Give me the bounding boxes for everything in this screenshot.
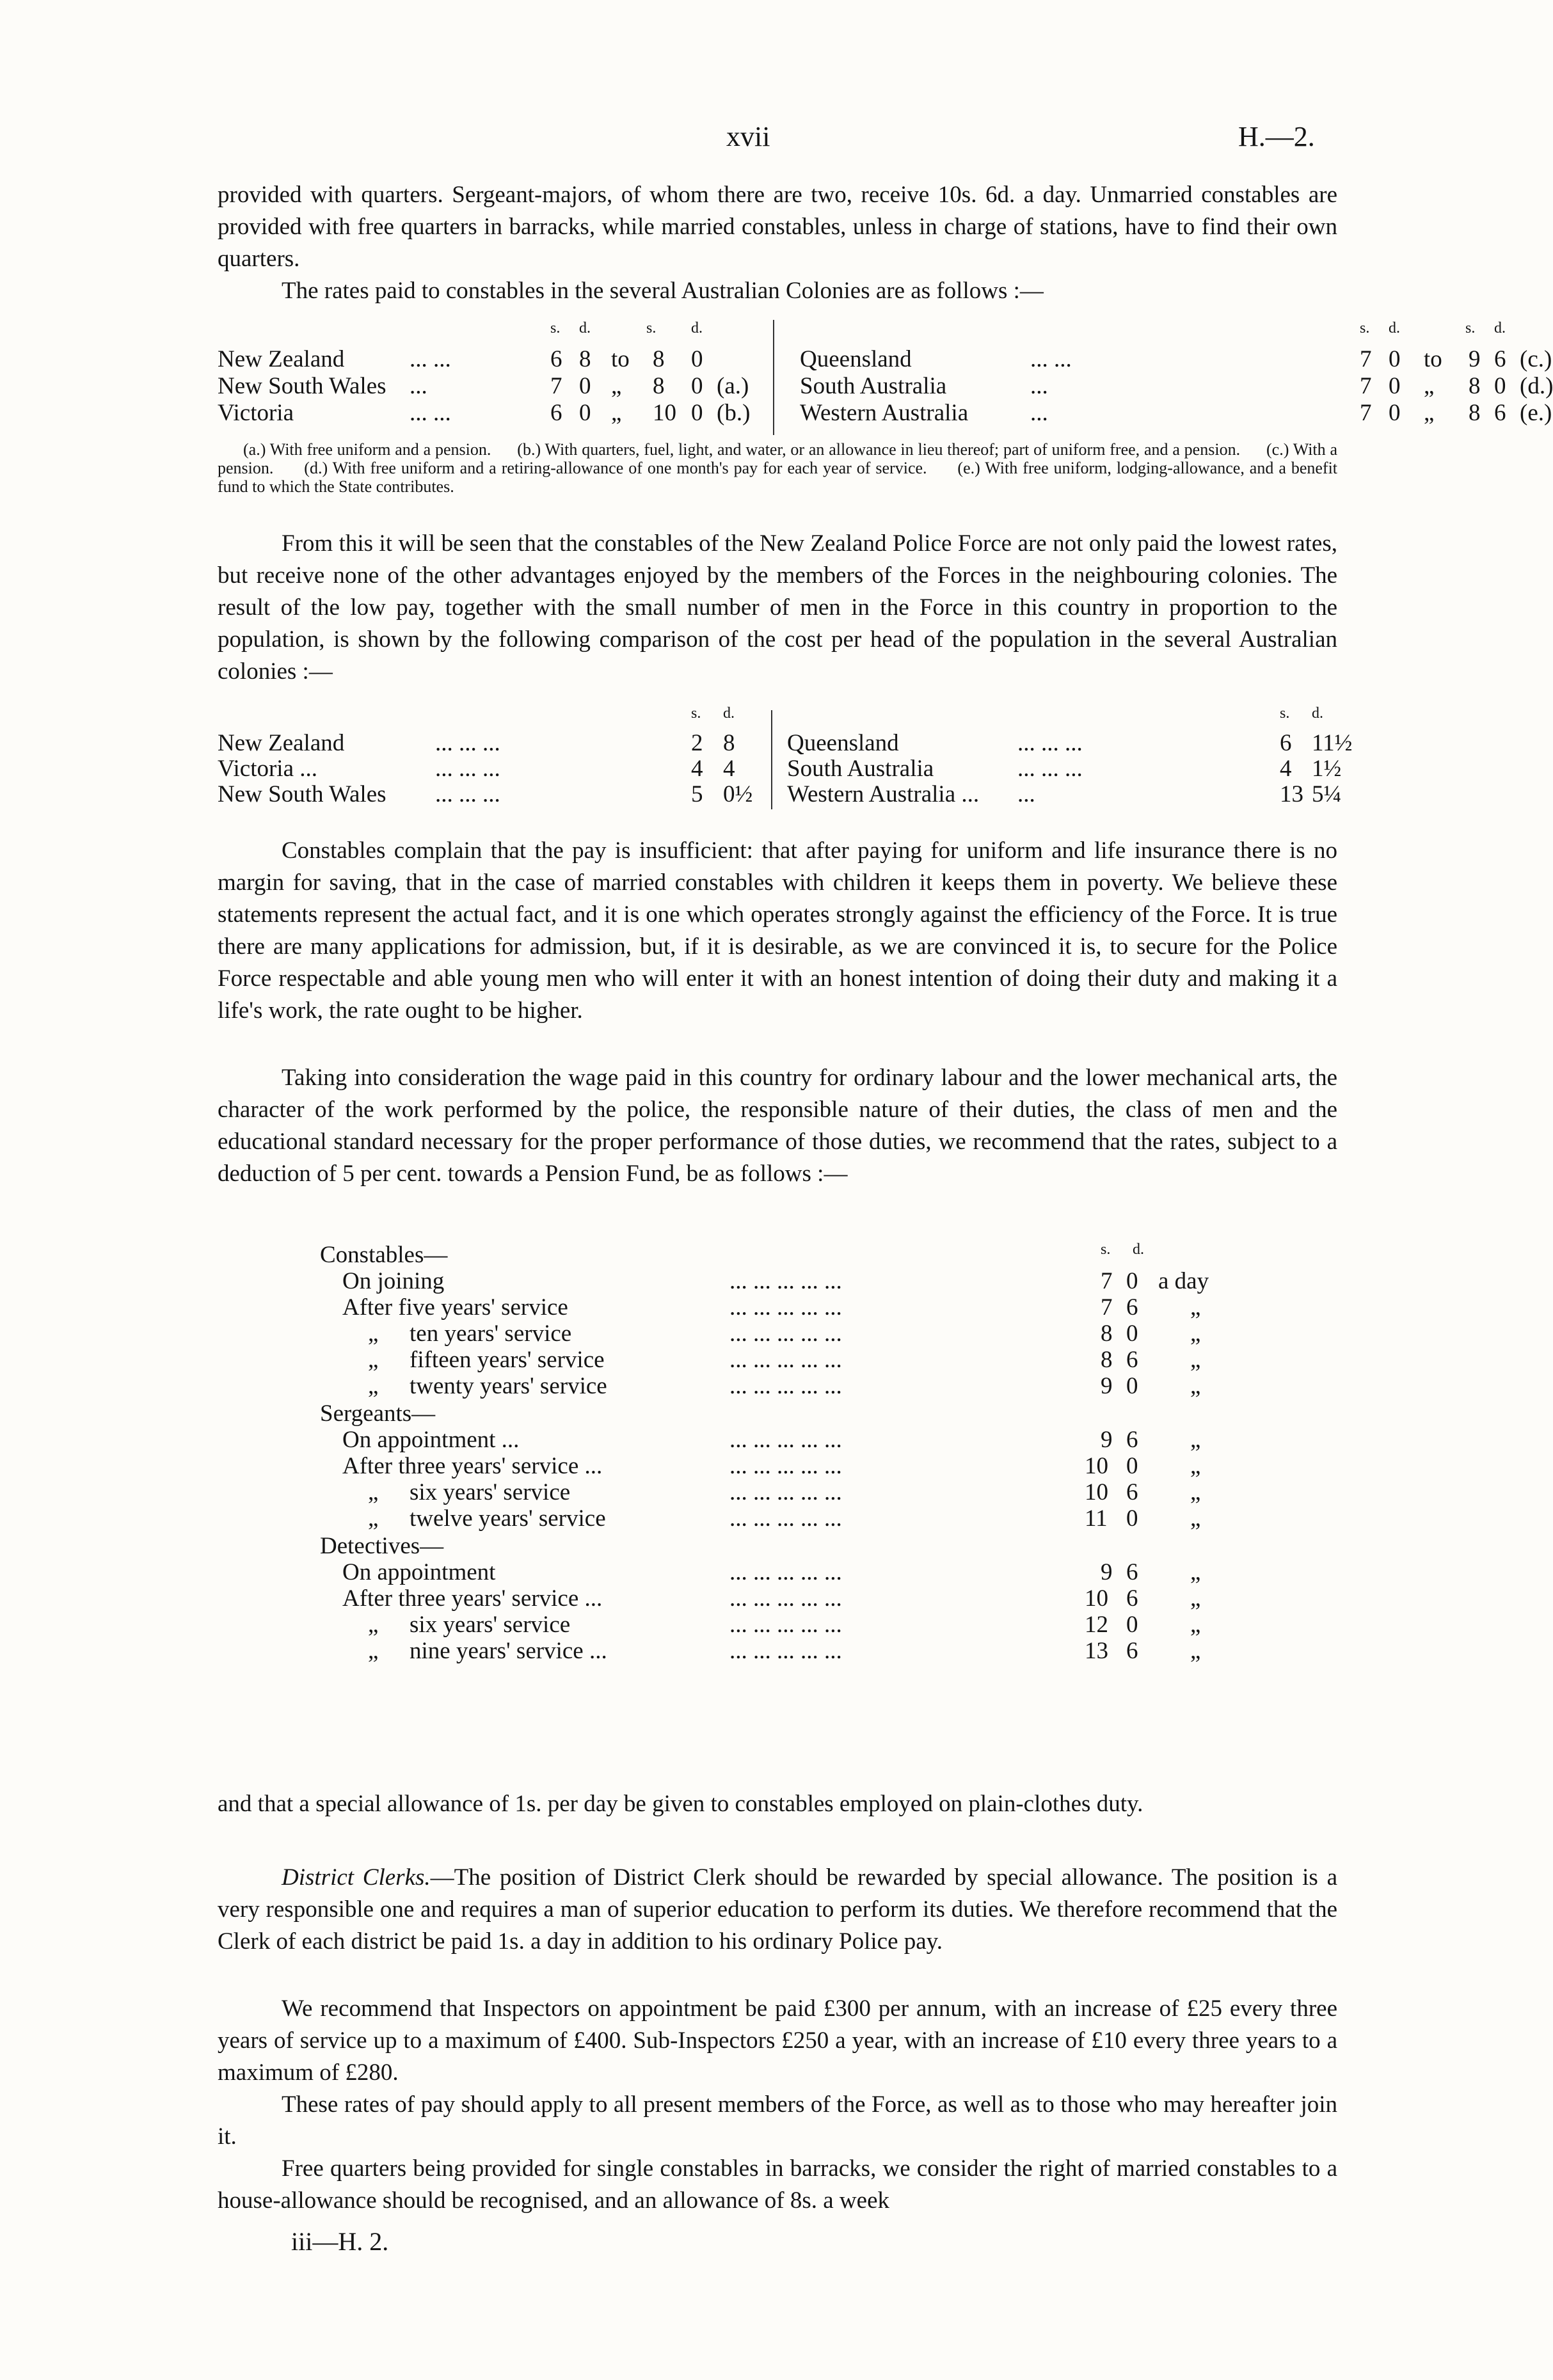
rate-note: (b.) (717, 400, 751, 426)
pay-d: 0 (1126, 1321, 1138, 1347)
colony-name: New South Wales (218, 781, 386, 807)
colony-name: Queensland (800, 346, 912, 372)
pay-d: 6 (1126, 1347, 1138, 1373)
leader-dots: ... ... ... (435, 730, 500, 756)
unit-d: d. (691, 320, 703, 337)
paragraph-1: provided with quarters. Sergeant-majors, of whom there are two, receive 10s. 6d. a day. Unmarried constables are provided with free quarters in barracks, while married constables, unless in charge of stations, have to find their own quarters. (218, 182, 1337, 272)
cost-d: 1½ (1312, 756, 1342, 782)
unit-s: s. (646, 320, 657, 337)
leader-dots: ... ... ... ... ... (729, 1585, 842, 1612)
unit-s: s. (1360, 320, 1370, 337)
ditto-mark: „ (368, 1505, 379, 1532)
pay-s: 12 (1085, 1612, 1108, 1638)
ditto-mark: „ (1190, 1505, 1201, 1532)
service-label: After five years' service (342, 1294, 568, 1321)
rate-s-to: 8 (653, 373, 665, 399)
footnote-c: (c.) With a pension. (218, 440, 1338, 477)
rate-separator: „ (611, 400, 622, 426)
pay-s: 8 (1101, 1321, 1113, 1347)
service-label: six years' service (410, 1479, 571, 1505)
ditto-mark: „ (368, 1347, 379, 1373)
ditto-mark: „ (1190, 1347, 1201, 1373)
ditto-mark: „ (368, 1612, 379, 1638)
leader-dots: ... ... ... (435, 756, 500, 782)
pay-s: 10 (1085, 1585, 1108, 1612)
table-divider (773, 320, 774, 435)
paragraph-6: and that a special allowance of 1s. per day be given to constables employed on plain-clothes duty. (218, 1791, 1143, 1817)
unit-d: d. (1494, 320, 1506, 337)
leader-dots: ... ... ... ... ... (729, 1612, 842, 1638)
rate-separator: to (1424, 346, 1442, 372)
cost-d: 0½ (723, 781, 753, 807)
unit-s: s. (691, 705, 701, 722)
unit-d: d. (1133, 1241, 1144, 1258)
ditto-mark: „ (368, 1638, 379, 1664)
service-label: On joining (342, 1268, 445, 1294)
leader-dots: ... ... ... ... ... (729, 1373, 842, 1399)
colony-name: Queensland (787, 730, 899, 756)
cost-s: 13 (1280, 781, 1303, 807)
cost-s: 4 (691, 756, 703, 782)
rate-d-from: 0 (579, 400, 591, 426)
pay-d: 6 (1126, 1638, 1138, 1664)
rate-d-from: 8 (579, 346, 591, 372)
group-heading: Constables— (320, 1242, 448, 1268)
pay-s: 10 (1085, 1453, 1108, 1479)
ditto-mark: „ (1190, 1294, 1201, 1321)
cost-s: 4 (1280, 756, 1292, 782)
pay-d: 0 (1126, 1453, 1138, 1479)
colony-name: Victoria ... (218, 756, 318, 782)
leader-dots: ... ... ... (435, 781, 500, 807)
ditto-mark: „ (1190, 1321, 1201, 1347)
paragraph-3: From this it will be seen that the constables of the New Zealand Police Force are not only paid the lowest rates, but receive none of the other advantages enjoyed by the members of the Forces in the neighbouring colonies. The result of the low pay, together with the small number of men in the Force in this country in proportion to the population, is shown by the following comparison of the cost per head of the population in the several Australian colonies :— (218, 530, 1337, 685)
colony-name: South Australia (787, 756, 934, 782)
paragraph-4: Constables complain that the pay is insufficient: that after paying for uniform and life insurance there is no margin for saving, that in the case of married constables with children it keeps them in poverty. We believe these statements represent the actual fact, and it is one which operates strongly against the efficiency of the Force. It is true there are many applications for admission, but, if it is desirable, as we are convinced it is, to secure for the Police Force respectable and able young men who will enter it with an honest intention of doing their duty and making it a life's work, the rate ought to be higher. (218, 837, 1337, 1024)
rate-d-to: 0 (1494, 373, 1506, 399)
pay-s: 13 (1085, 1638, 1108, 1664)
cost-table (218, 705, 1353, 813)
service-label: On appointment (342, 1559, 496, 1585)
service-label: After three years' service ... (342, 1585, 603, 1612)
rate-d-from: 0 (579, 373, 591, 399)
group-heading: Sergeants— (320, 1400, 436, 1427)
rates-footnotes (218, 440, 1337, 496)
footnote-d: (d.) With free uniform and a retiring-allowance of one month's pay for each year of service. (304, 459, 927, 477)
rate-note: (e.) (1520, 400, 1552, 426)
colony-name: South Australia (800, 373, 947, 399)
leader-dots: ... ... ... ... ... (729, 1321, 842, 1347)
rate-s-to: 8 (1469, 373, 1481, 399)
footnote-e: (e.) With free uniform, lodging-allowance, and a benefit fund to which the State contributes. (218, 459, 1338, 496)
document-reference: H.—2. (1238, 121, 1315, 152)
unit-s: s. (1280, 705, 1290, 722)
leader-dots: ... ... ... ... ... (729, 1427, 842, 1453)
leader-dots: ... (1030, 373, 1048, 399)
rate-s-from: 6 (550, 400, 562, 426)
leader-dots: ... (410, 373, 427, 399)
ditto-mark: „ (1190, 1373, 1201, 1399)
rate-d-to: 0 (691, 400, 703, 426)
paragraph-2: The rates paid to constables in the several Australian Colonies are as follows :— (282, 278, 1044, 304)
unit-s: s. (1101, 1241, 1111, 1258)
pay-s: 8 (1101, 1347, 1113, 1373)
signature-mark: iii—H. 2. (291, 2227, 389, 2256)
ditto-mark: „ (1190, 1559, 1201, 1585)
cost-s: 6 (1280, 730, 1292, 756)
group-heading: Detectives— (320, 1533, 444, 1559)
rate-note: (c.) (1520, 346, 1552, 372)
rate-s-to: 8 (653, 346, 665, 372)
leader-dots: ... ... ... (1017, 756, 1083, 782)
colony-name: Victoria (218, 400, 294, 426)
rate-d-to: 6 (1494, 400, 1506, 426)
leader-dots: ... (1030, 400, 1048, 426)
pay-s: 7 (1101, 1294, 1113, 1321)
unit-d: d. (1312, 705, 1323, 722)
pay-s: 9 (1101, 1559, 1113, 1585)
cost-d: 8 (723, 730, 735, 756)
rate-separator: „ (611, 373, 622, 399)
paragraph-5: Taking into consideration the wage paid in this country for ordinary labour and the lower mechanical arts, the character of the work performed by the police, the responsible nature of their duties, the class of men and the educational standard necessary for the proper performance of those duties, we recommend that the rates, subject to a deduction of 5 per cent. towards a Pension Fund, be as follows :— (218, 1065, 1337, 1187)
leader-dots: ... ... ... ... ... (729, 1638, 842, 1664)
cost-s: 5 (691, 781, 703, 807)
leader-dots: ... ... ... ... ... (729, 1347, 842, 1373)
rate-note: (d.) (1520, 373, 1553, 399)
district-clerks-heading: District Clerks. (282, 1864, 431, 1891)
ditto-mark: „ (1190, 1585, 1201, 1612)
colony-name: New South Wales (218, 373, 386, 399)
rate-s-from: 7 (1360, 346, 1372, 372)
ditto-mark: „ (1190, 1453, 1201, 1479)
pay-d: 6 (1126, 1479, 1138, 1505)
leader-dots: ... ... (1030, 346, 1072, 372)
pay-d: 0 (1126, 1505, 1138, 1532)
pay-d: 6 (1126, 1585, 1138, 1612)
unit-d: d. (723, 705, 735, 722)
colony-name: New Zealand (218, 346, 345, 372)
cost-d: 4 (723, 756, 735, 782)
service-label: nine years' service ... (410, 1638, 607, 1664)
pay-d: 0 (1126, 1612, 1138, 1638)
unit-s: s. (550, 320, 561, 337)
pay-s: 10 (1085, 1479, 1108, 1505)
cost-d: 5¼ (1312, 781, 1342, 807)
ditto-mark: „ (1190, 1638, 1201, 1664)
ditto-mark: „ (368, 1321, 379, 1347)
service-label: six years' service (410, 1612, 571, 1638)
per-day-label: a day (1158, 1268, 1209, 1294)
pay-s: 9 (1101, 1373, 1113, 1399)
colony-name: Western Australia (800, 400, 969, 426)
service-label: twenty years' service (410, 1373, 607, 1399)
rate-note: (a.) (717, 373, 749, 399)
paragraph-10: Free quarters being provided for single constables in barracks, we consider the right of married constables to a house-allowance should be recognised, and an allowance of 8s. a week (218, 2155, 1337, 2214)
cost-s: 2 (691, 730, 703, 756)
rate-d-from: 0 (1389, 400, 1401, 426)
rates-table (218, 320, 1553, 557)
footnote-b: (b.) With quarters, fuel, light, and water, or an allowance in lieu thereof; part of uniform free, and a pension. (517, 440, 1241, 459)
paragraph-9: These rates of pay should apply to all present members of the Force, as well as to those who may hereafter join it. (218, 2091, 1337, 2150)
rate-d-to: 0 (691, 373, 703, 399)
leader-dots: ... ... ... ... ... (729, 1294, 842, 1321)
service-label: On appointment ... (342, 1427, 520, 1453)
table-divider (771, 710, 772, 809)
paragraph-7: District Clerks.—The position of District Clerk should be rewarded by special allowance. The position is a very responsible one and requires a man of superior education to perform its duties. We therefore recommend that the Clerk of each district be paid 1s. a day in addition to his ordinary Police pay. (218, 1864, 1337, 1955)
unit-d: d. (579, 320, 591, 337)
pay-d: 6 (1126, 1559, 1138, 1585)
rate-s-from: 7 (1360, 400, 1372, 426)
pay-scale-table (218, 1241, 1337, 1804)
service-label: twelve years' service (410, 1505, 606, 1532)
rate-d-to: 0 (691, 346, 703, 372)
rate-d-to: 6 (1494, 346, 1506, 372)
leader-dots: ... ... ... ... ... (729, 1559, 842, 1585)
leader-dots: ... ... ... ... ... (729, 1479, 842, 1505)
leader-dots: ... ... (410, 346, 451, 372)
ditto-mark: „ (1190, 1479, 1201, 1505)
service-label: ten years' service (410, 1321, 572, 1347)
rate-separator: „ (1424, 373, 1435, 399)
ditto-mark: „ (368, 1479, 379, 1505)
rate-s-from: 6 (550, 346, 562, 372)
service-label: After three years' service ... (342, 1453, 603, 1479)
ditto-mark: „ (1190, 1427, 1201, 1453)
leader-dots: ... ... ... ... ... (729, 1505, 842, 1532)
rate-separator: to (611, 346, 630, 372)
pay-s: 11 (1085, 1505, 1108, 1532)
leader-dots: ... (1017, 781, 1035, 807)
rate-s-from: 7 (1360, 373, 1372, 399)
colony-name: New Zealand (218, 730, 345, 756)
rate-d-from: 0 (1389, 373, 1401, 399)
leader-dots: ... ... ... (1017, 730, 1083, 756)
pay-d: 6 (1126, 1427, 1138, 1453)
paragraph-8: We recommend that Inspectors on appointment be paid £300 per annum, with an increase of £25 every three years of service up to a maximum of £400. Sub-Inspectors £250 a year, with an increase of £10 every three years to a maximum of £280. (218, 1995, 1337, 2086)
page-number: xvii (726, 121, 770, 152)
rate-s-from: 7 (550, 373, 562, 399)
rate-s-to: 8 (1469, 400, 1481, 426)
cost-d: 11½ (1312, 730, 1353, 756)
footnote-a: (a.) With free uniform and a pension. (243, 440, 491, 459)
rate-separator: „ (1424, 400, 1435, 426)
leader-dots: ... ... ... ... ... (729, 1268, 842, 1294)
pay-s: 7 (1101, 1268, 1113, 1294)
pay-d: 6 (1126, 1294, 1138, 1321)
pay-s: 9 (1101, 1427, 1113, 1453)
pay-d: 0 (1126, 1373, 1138, 1399)
pay-d: 0 (1126, 1268, 1138, 1294)
leader-dots: ... ... ... ... ... (729, 1453, 842, 1479)
ditto-mark: „ (368, 1373, 379, 1399)
leader-dots: ... ... (410, 400, 451, 426)
rate-d-from: 0 (1389, 346, 1401, 372)
ditto-mark: „ (1190, 1612, 1201, 1638)
unit-d: d. (1389, 320, 1400, 337)
colony-name: Western Australia ... (787, 781, 980, 807)
rate-s-to: 10 (653, 400, 676, 426)
rate-s-to: 9 (1469, 346, 1481, 372)
unit-s: s. (1465, 320, 1476, 337)
service-label: fifteen years' service (410, 1347, 605, 1373)
